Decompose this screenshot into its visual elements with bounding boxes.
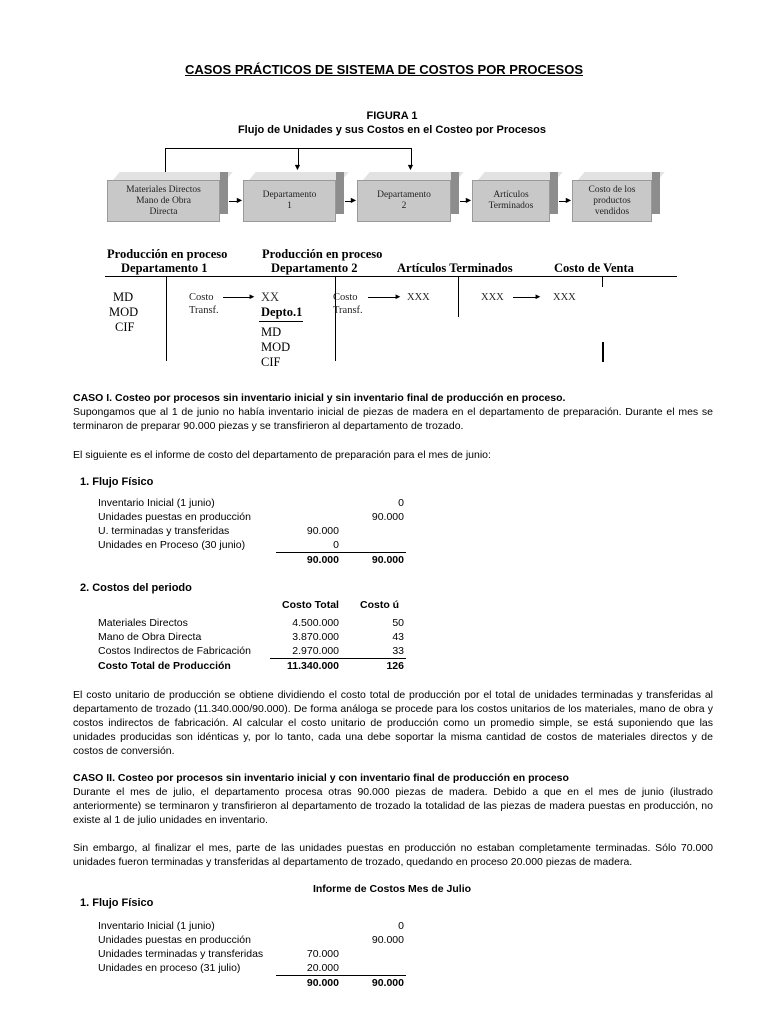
table-row-label: U. terminadas y transferidas [98, 525, 230, 537]
arrow-down-icon: ▼ [293, 162, 302, 172]
account-item: XX [261, 290, 280, 304]
account-item: Transf. [189, 305, 219, 316]
table-cell: 20.000 [306, 962, 339, 974]
table-row-label: Unidades puestas en producción [98, 934, 251, 946]
arrow-line [223, 297, 250, 298]
table-row-label: Inventario Inicial (1 junio) [98, 497, 215, 509]
table-cell: 2.970.000 [292, 645, 339, 657]
caso2-paragraph: Sin embargo, al finalizar el mes, parte de las unidades puestas en producción no estaban completamente terminadas. Sólo 70.000 unidades fueron terminadas y transferidas al departamento de trozado, quedando en proceso 20.000 piezas de madera. [73, 842, 713, 868]
account-line [105, 276, 677, 277]
caso2-heading: CASO II. Costeo por procesos sin inventario inicial y con inventario final de producción en proceso [73, 772, 569, 784]
table-cell: 4.500.000 [292, 617, 339, 629]
table-cell: 90.000 [306, 525, 339, 537]
box-costo-vendidos: Costo de los productos vendidos [572, 180, 652, 222]
column-header: Costo Total [282, 599, 339, 611]
table-total: 90.000 [306, 977, 339, 989]
table-row-label: Costos Indirectos de Fabricación [98, 645, 251, 657]
table-rule [276, 552, 406, 553]
account-item: MOD [109, 305, 139, 319]
account-item: CIF [261, 355, 281, 369]
box-materiales: Materiales Directos Mano de Obra Directa [107, 180, 220, 222]
table-row-label: Unidades puestas en producción [98, 511, 251, 523]
account-head: Departamento 1 [121, 261, 208, 275]
column-header: Costo ú [360, 599, 400, 611]
account-line [602, 342, 604, 362]
account-line [458, 277, 459, 317]
arrow-right-icon: ► [564, 195, 573, 205]
table-row-label: Materiales Directos [98, 617, 188, 629]
table-rule [276, 975, 406, 976]
table-row-label: Unidades terminadas y transferidas [98, 948, 264, 960]
account-line [259, 321, 303, 322]
account-item: MD [261, 325, 282, 339]
table-rule [270, 658, 406, 659]
arrow-right-icon: ► [235, 195, 244, 205]
account-item: Depto.1 [261, 305, 303, 319]
account-item: Costo [189, 292, 214, 303]
account-line [335, 277, 336, 361]
informe-title: Informe de Costos Mes de Julio [312, 883, 472, 895]
section-heading: 1. Flujo Físico [80, 897, 154, 909]
table-total: 90.000 [306, 554, 339, 566]
connector-line [165, 148, 166, 172]
account-line [602, 277, 603, 287]
caso1-paragraph: Supongamos que al 1 de junio no había inventario inicial de piezas de madera en el departamento de preparación. Durante el mes se terminaron de preparar 90.000 piezas y se transfirieron al departamento de trozado. [73, 406, 713, 432]
table-cell: 90.000 [371, 934, 404, 946]
arrow-right-icon: ► [534, 292, 542, 301]
account-head: Costo de Venta [554, 261, 634, 275]
arrow-right-icon: ► [349, 195, 358, 205]
arrow-right-icon: ► [394, 292, 402, 301]
table-row-label: Mano de Obra Directa [98, 631, 202, 643]
table-cell: 50 [392, 617, 404, 629]
box-departamento-2: Departamento 2 [357, 180, 451, 222]
arrow-line [513, 297, 536, 298]
table-cell: 3.870.000 [292, 631, 339, 643]
account-item: Transf. [333, 305, 363, 316]
page-title: CASOS PRÁCTICOS DE SISTEMA DE COSTOS POR PROCESOS [184, 62, 583, 77]
table-cell: 33 [392, 645, 404, 657]
table-cell: 0 [398, 497, 404, 509]
table-cell: 90.000 [371, 511, 404, 523]
account-item: XXX [481, 292, 504, 303]
table-cell: 0 [398, 920, 404, 932]
account-head: Artículos Terminados [397, 261, 513, 275]
connector-line [165, 148, 411, 149]
table-total: 90.000 [371, 977, 404, 989]
figure-caption: Flujo de Unidades y sus Costos en el Costeo por Procesos [237, 124, 547, 136]
arrow-down-icon: ▼ [406, 162, 415, 172]
caso1-paragraph: El siguiente es el informe de costo del departamento de preparación para el mes de junio: [73, 449, 491, 461]
account-item: CIF [115, 320, 135, 334]
account-item: MOD [261, 340, 291, 354]
section-heading: 2. Costos del periodo [80, 582, 192, 594]
table-cell: 70.000 [306, 948, 339, 960]
account-item: MD [113, 290, 134, 304]
box-articulos-terminados: Artículos Terminados [472, 180, 550, 222]
caso1-paragraph: El costo unitario de producción se obtiene dividiendo el costo total de producción por el total de unidades terminadas y transferidas al departamento de trozado (11.340.000/90.000). De forma análoga se procede para los costos unitarios de los materiales, mano de obra y costos indirectos de fabricación. Al calcular el costo unitario de producción como un promedio simple, se está suponiendo que las unidades producidas son idénticas y, por lo tanto, cada una debe soportar la misma cantidad de costos de materiales directos y de costos de conversión. [73, 689, 713, 757]
section-heading: 1. Flujo Físico [80, 476, 154, 488]
caso2-paragraph: Durante el mes de julio, el departamento procesa otras 90.000 piezas de madera. Debido a que en el mes de junio (ilustrado anteriormente) se terminaron y transfirieron al departamento de trozado la totalidad de las piezas de madera puestas en producción, no existe al 1 de julio unidades en inventario. [73, 786, 713, 826]
account-head: Producción en proceso [107, 247, 228, 261]
account-line [166, 277, 167, 361]
table-total: 90.000 [371, 554, 404, 566]
box-departamento-1: Departamento 1 [243, 180, 336, 222]
account-item: XXX [407, 292, 430, 303]
table-total: 126 [386, 660, 404, 672]
account-item: Costo [333, 292, 358, 303]
figure-label: FIGURA 1 [366, 110, 418, 122]
account-item: XXX [553, 292, 576, 303]
table-cell: 0 [333, 539, 339, 551]
table-total: 11.340.000 [287, 660, 339, 672]
account-head: Producción en proceso [262, 247, 383, 261]
account-head: Departamento 2 [271, 261, 358, 275]
arrow-right-icon: ► [248, 292, 256, 301]
arrow-line [368, 297, 396, 298]
caso1-heading: CASO I. Costeo por procesos sin inventario inicial y sin inventario final de producción en proceso. [73, 392, 566, 404]
table-row-label: Unidades en proceso (31 julio) [98, 962, 241, 974]
table-total-label: Costo Total de Producción [98, 660, 231, 672]
table-row-label: Inventario Inicial (1 junio) [98, 920, 215, 932]
table-cell: 43 [392, 631, 404, 643]
arrow-right-icon: ► [464, 195, 473, 205]
table-row-label: Unidades en Proceso (30 junio) [98, 539, 246, 551]
